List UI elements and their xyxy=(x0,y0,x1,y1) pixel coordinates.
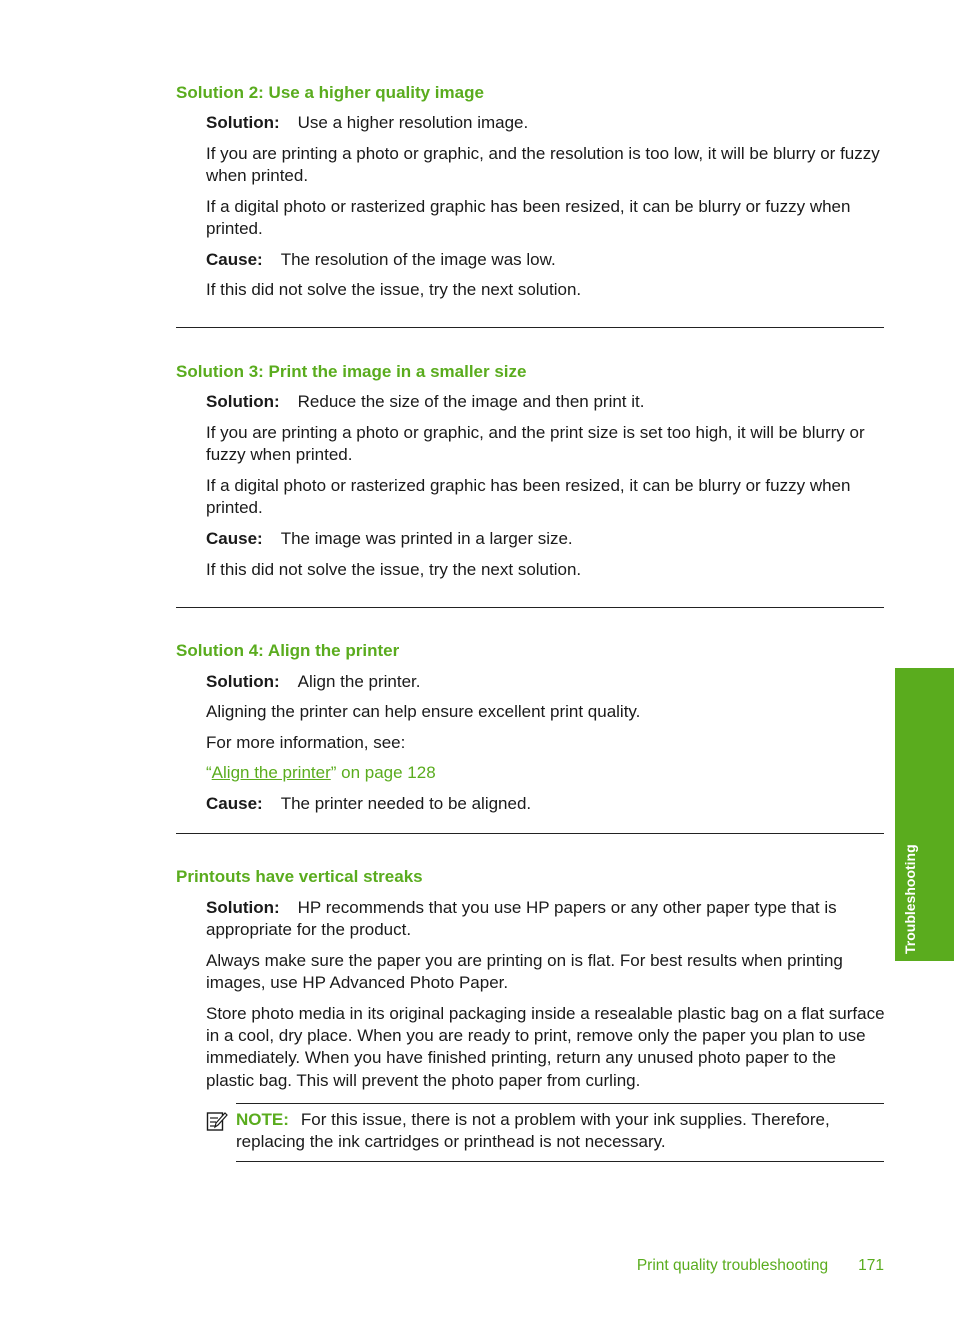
section-title-solution-3: Solution 3: Print the image in a smaller size xyxy=(176,362,527,381)
solution-label: Solution: xyxy=(206,392,280,411)
solution-text: Align the printer. xyxy=(297,672,421,691)
side-tab-label xyxy=(902,928,918,954)
note-bottom-rule xyxy=(236,1161,884,1162)
link-page-ref: ” on page 128 xyxy=(330,763,436,782)
note-top-rule xyxy=(236,1103,884,1104)
paragraph: If a digital photo or rasterized graphic has been resized, it can be blurry or fuzzy when printed. xyxy=(206,476,851,518)
solution-line xyxy=(206,897,886,941)
solution-line xyxy=(206,671,886,693)
section-title-vertical-streaks: Printouts have vertical streaks xyxy=(176,867,423,886)
section-title-solution-4: Solution 4: Align the printer xyxy=(176,641,400,660)
solution-line xyxy=(206,391,886,413)
paragraph: Aligning the printer can help ensure excellent print quality. xyxy=(206,702,641,721)
link-open-quote: “ xyxy=(206,763,212,782)
paragraph: Always make sure the paper you are printing on is flat. For best results when printing images, use HP Advanced Photo Paper. xyxy=(206,951,843,993)
page-footer xyxy=(637,1257,884,1275)
cause-label: Cause: xyxy=(206,250,263,269)
next-solution-text: If this did not solve the issue, try the next solution. xyxy=(206,280,582,299)
footer-title: Print quality troubleshooting xyxy=(636,1257,829,1274)
paragraph: If you are printing a photo or graphic, and the resolution is too low, it will be blurry or fuzzy when printed. xyxy=(206,144,880,186)
solution-text: Reduce the size of the image and then print it. xyxy=(297,392,645,411)
cause-text: The image was printed in a larger size. xyxy=(280,529,573,548)
align-printer-link[interactable] xyxy=(206,762,886,784)
paragraph: For more information, see: xyxy=(206,733,406,752)
section-divider xyxy=(176,607,884,608)
section-title-solution-2: Solution 2: Use a higher quality image xyxy=(176,83,484,102)
paragraph: If a digital photo or rasterized graphic has been resized, it can be blurry or fuzzy when printed. xyxy=(206,197,851,239)
note-text: For this issue, there is not a problem with your ink supplies. Therefore, replacing the ink cartridges or printhead is not necessary. xyxy=(236,1110,830,1152)
solution-text: HP recommends that you use HP papers or any other paper type that is appropriate for the product. xyxy=(206,898,837,940)
solution-label: Solution: xyxy=(206,898,280,917)
solution-label: Solution: xyxy=(206,672,280,691)
cause-text: The printer needed to be aligned. xyxy=(280,794,532,813)
cause-line xyxy=(206,793,886,815)
solution-line xyxy=(206,112,886,134)
next-solution-text: If this did not solve the issue, try the next solution. xyxy=(206,560,582,579)
cause-text: The resolution of the image was low. xyxy=(280,250,556,269)
note-label: NOTE: xyxy=(236,1110,289,1129)
paragraph: If you are printing a photo or graphic, and the print size is set too high, it will be blurry or fuzzy when printed. xyxy=(206,423,865,465)
solution-text: Use a higher resolution image. xyxy=(297,113,529,132)
link-text[interactable]: Align the printer xyxy=(211,763,331,782)
cause-label: Cause: xyxy=(206,794,263,813)
paragraph: Store photo media in its original packaging inside a resealable plastic bag on a flat surface in a cool, dry place. When you are ready to print, remove only the paper you plan to use immediately. When you have finished printing, return any unused photo paper to the plastic bag. This will prevent the photo paper from curling. xyxy=(206,1004,885,1090)
cause-label: Cause: xyxy=(206,529,263,548)
section-divider xyxy=(176,833,884,834)
cause-line xyxy=(206,528,886,550)
page-number: 171 xyxy=(858,1257,884,1274)
solution-label: Solution: xyxy=(206,113,280,132)
cause-line xyxy=(206,249,886,271)
section-divider xyxy=(176,327,884,328)
note-icon xyxy=(206,1110,228,1132)
note-text-block xyxy=(236,1109,886,1153)
